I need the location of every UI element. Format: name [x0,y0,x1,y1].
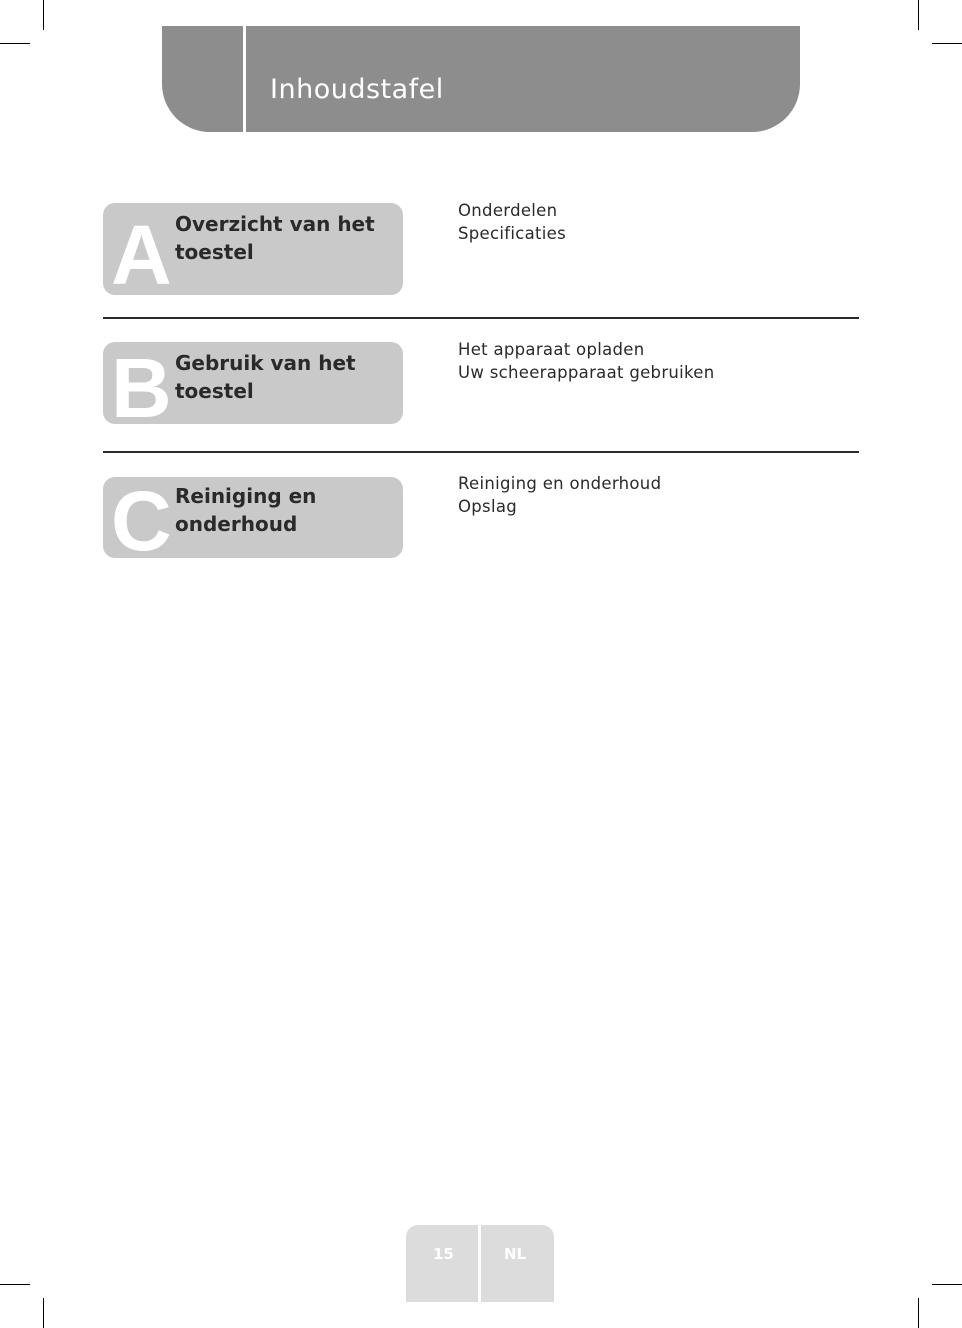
section-divider-2 [103,451,859,453]
section-b-title-line2: toestel [175,379,254,403]
section-a-item-1[interactable]: Onderdelen [458,201,558,220]
section-a-box[interactable] [103,203,403,295]
page-number: 15 [433,1245,454,1263]
crop-mark-top-right-h [932,43,962,44]
section-divider-1 [103,317,859,319]
section-a-title [175,210,375,266]
section-a-letter: A [111,208,172,295]
language-code: NL [504,1245,527,1263]
footer-divider [478,1225,481,1302]
section-b-item-2[interactable]: Uw scheerapparaat gebruiken [458,363,715,382]
section-a-title-line2: toestel [175,240,254,264]
crop-mark-bottom-right-v [918,1298,919,1328]
section-a-item-2[interactable]: Specificaties [458,224,567,243]
section-c-title [175,482,316,538]
crop-mark-top-left-v [43,0,44,30]
crop-mark-bottom-left-h [0,1284,30,1285]
section-c-title-line2: onderhoud [175,512,298,536]
header-banner [162,26,800,132]
section-b-title [175,349,356,405]
crop-mark-top-right-v [918,0,919,30]
section-c-letter: C [111,477,172,558]
section-c-item-1[interactable]: Reiniging en onderhoud [458,474,662,493]
page-title: Inhoudstafel [270,74,444,105]
crop-mark-top-left-h [0,43,30,44]
section-b-letter: B [111,342,172,424]
section-b-box[interactable] [103,342,403,424]
crop-mark-bottom-right-h [932,1284,962,1285]
section-c-item-2[interactable]: Opslag [458,497,518,516]
page-footer-tab [406,1225,554,1302]
section-b-item-1[interactable]: Het apparaat opladen [458,340,645,359]
section-c-box[interactable] [103,477,403,558]
section-b-items [458,338,715,384]
section-c-title-line1: Reiniging en [175,484,317,508]
crop-mark-bottom-left-v [43,1298,44,1328]
section-a-title-line1: Overzicht van het [175,212,375,236]
section-b-title-line1: Gebruik van het [175,351,356,375]
section-a-items [458,199,566,245]
header-divider [243,26,246,132]
section-c-items [458,472,661,518]
